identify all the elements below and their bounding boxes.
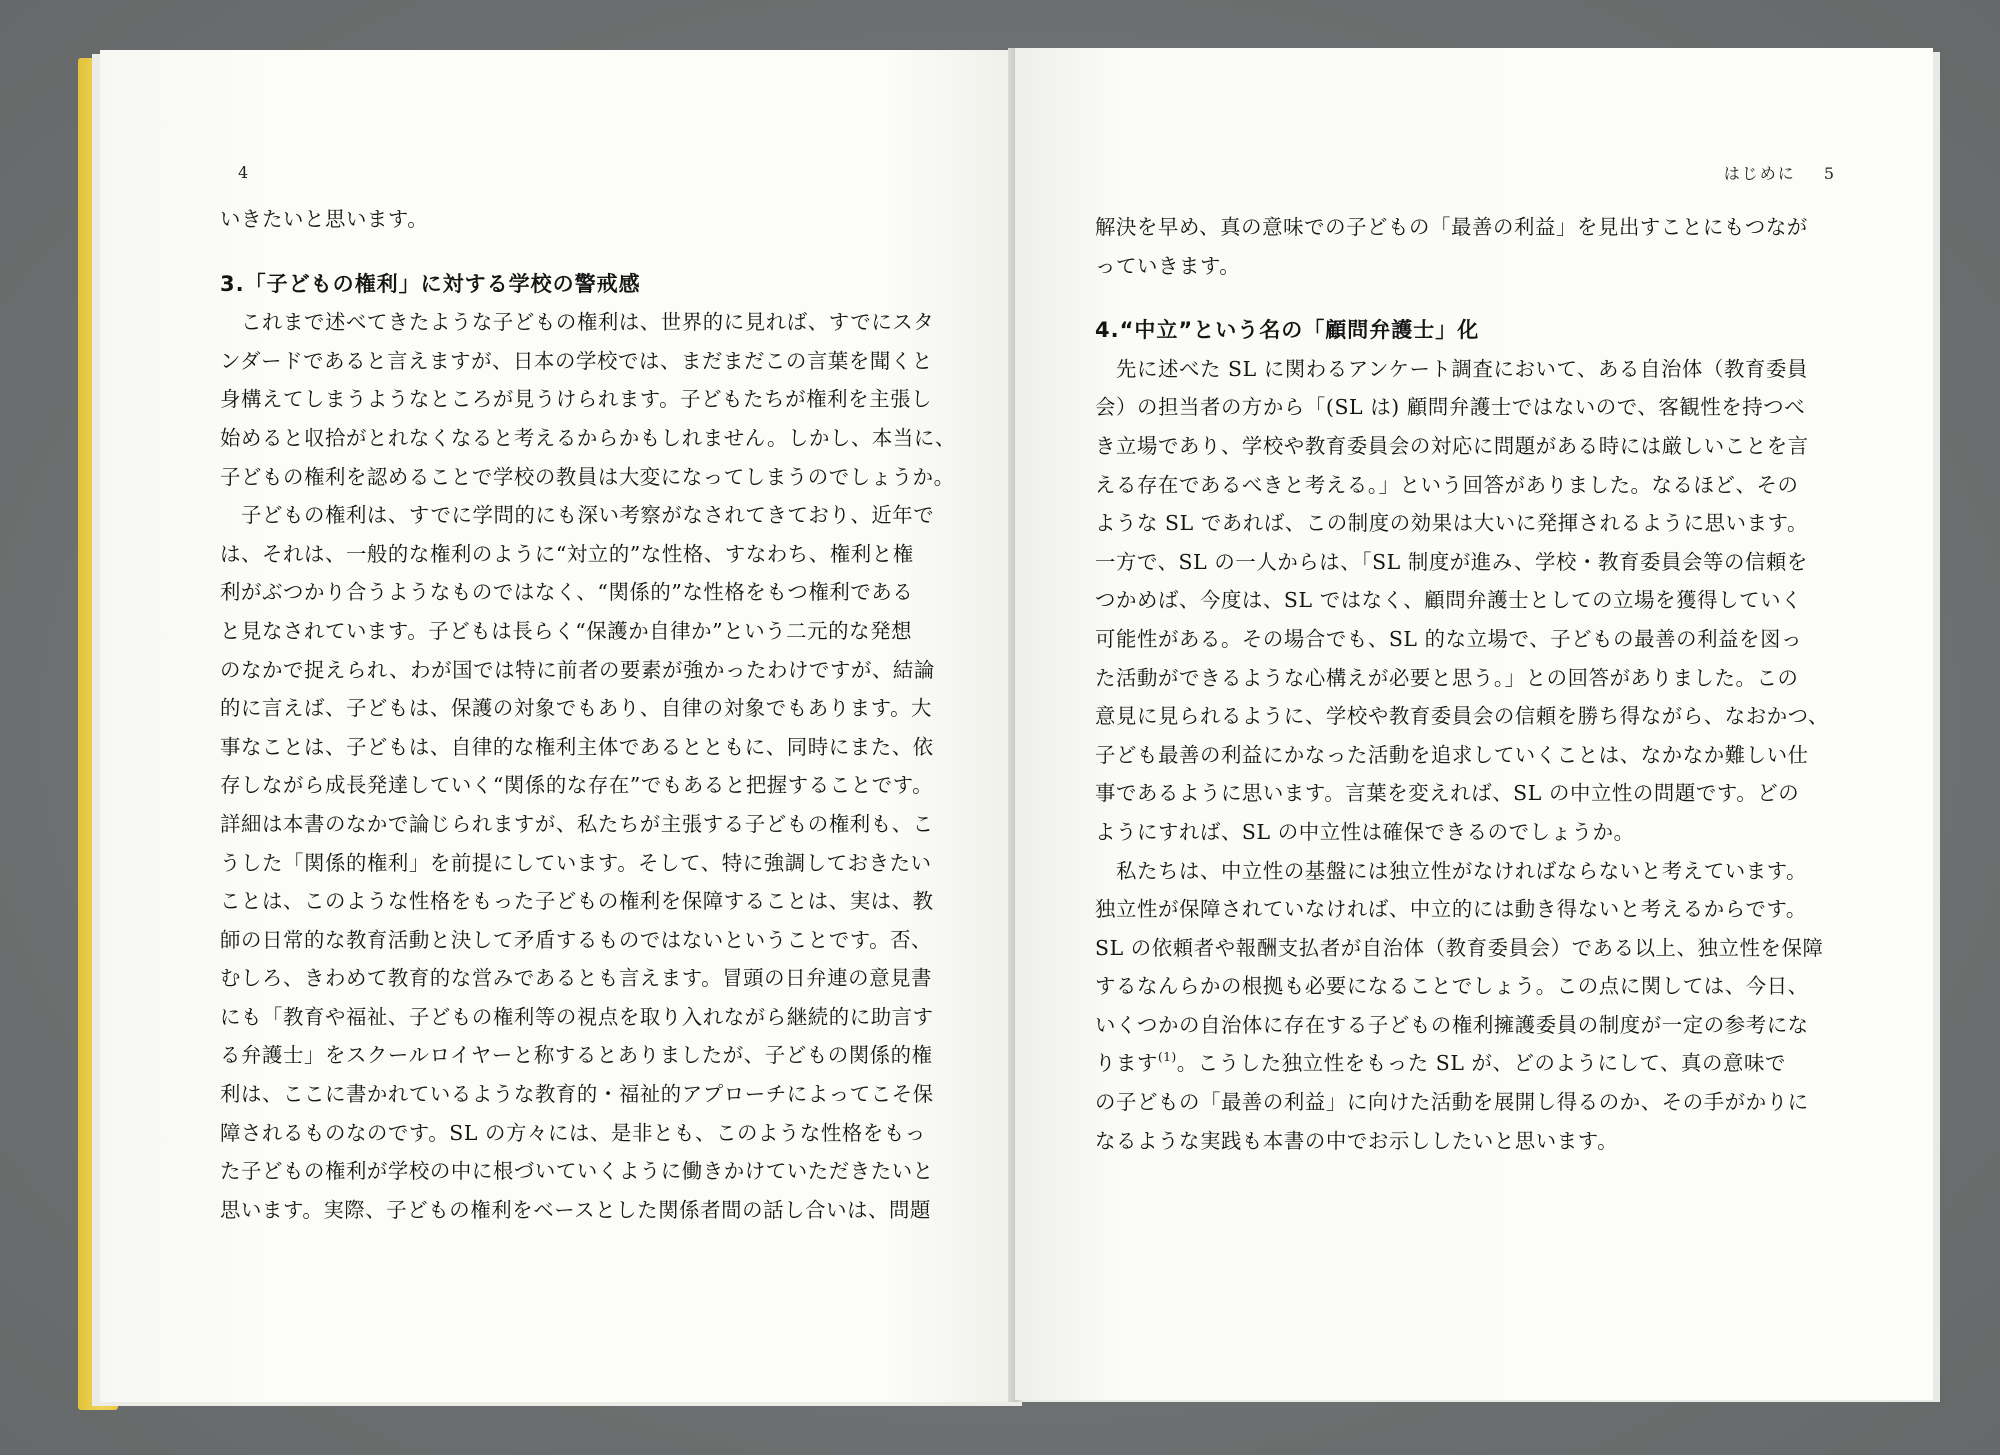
text-line: た子どもの権利が学校の中に根づいていくように働きかけていただきたいと	[220, 1159, 934, 1184]
text-line: いきたいと思います。	[220, 207, 429, 231]
paragraph-gap	[220, 239, 940, 265]
page-number-right: 5	[1823, 164, 1836, 183]
text-line: と見なされています。子どもは長らく“保護か自律か”という二元的な発想	[220, 618, 913, 643]
left-page-body	[220, 200, 956, 1229]
text-line: 会）の担当者の方から「(SL は) 顧問弁護士ではないので、客観性を持つべ	[1095, 395, 1806, 420]
text-line: 存しながら成長発達していく“関係的な存在”でもあると把握することです。	[220, 773, 934, 798]
text-line: 師の日常的な教育活動と決して矛盾するものではないということです。否、	[220, 927, 933, 952]
text-line: る弁護士」をスクールロイヤーと称するとありましたが、子どもの関係的権	[220, 1043, 933, 1068]
show-through-text	[1095, 1126, 1175, 1148]
text-line: 子どもの権利を認めることで学校の教員は大変になってしまうのでしょうか。	[220, 464, 955, 489]
text-line: なるような実践も本書の中でお示ししたいと思います。	[1095, 1128, 1619, 1153]
text-line: 独立性が保障されていなければ、中立的には動き得ないと考えるからです。	[1095, 897, 1807, 922]
text-line: 利は、ここに書かれているような教育的・福祉的アプローチによってこそ保	[220, 1082, 934, 1107]
text-line: 意見に見られるように、学校や教育委員会の信頼を勝ち得ながら、なおかつ、	[1095, 704, 1829, 729]
text-line: 先に述べた SL に関わるアンケート調査において、ある自治体（教育委員	[1095, 356, 1808, 381]
text-line: 始めると収拾がとれなくなると考えるからかもしれません。しかし、本当に、	[220, 425, 956, 450]
text-line: これまで述べてきたような子どもの権利は、世界的に見れば、すでにスタ	[220, 310, 935, 335]
running-head-title: はじめに	[1723, 164, 1796, 183]
text-line: 思います。実際、子どもの権利をベースとした関係者間の話し合いは、問題	[220, 1197, 932, 1222]
text-line: にも「教育や福祉、子どもの権利等の視点を取り入れながら継続的に助言す	[220, 1004, 934, 1029]
text-line: 身構えてしまうようなところが見うけられます。子どもたちが権利を主張し	[220, 387, 933, 412]
text-line: 可能性がある。その場合でも、SL 的な立場で、子どもの最善の利益を図っ	[1095, 626, 1803, 651]
text-line: 事であるように思います。言葉を変えれば、SL の中立性の問題です。どの	[1095, 781, 1800, 806]
text-line: ンダードであると言えますが、日本の学校では、まだまだこの言葉を聞くと	[220, 348, 933, 373]
text-line: 詳細は本書のなかで論じられますが、私たちが主張する子どもの権利も、こ	[220, 811, 934, 836]
text-line: 事なことは、子どもは、自律的な権利主体であるとともに、同時にまた、依	[220, 734, 934, 759]
footnote-marker: (1)	[1157, 1050, 1177, 1065]
paragraph-gap	[1095, 285, 1855, 311]
text-line: っていきます。	[1095, 253, 1241, 278]
text-line: 一方で、SL の一人からは、「SL 制度が進み、学校・教育委員会等の信頼を	[1095, 549, 1808, 574]
text-line: つかめば、今度は、SL ではなく、顧問弁護士としての立場を獲得していく	[1095, 588, 1803, 613]
text-line: き立場であり、学校や教育委員会の対応に問題がある時には厳しいことを言	[1095, 433, 1809, 458]
left-page	[100, 50, 1020, 1402]
right-page-body	[1095, 208, 1855, 1160]
text-line: 的に言えば、子どもは、保護の対象でもあり、自律の対象でもあります。大	[220, 696, 933, 721]
text-line: 障されるものなのです。SL の方々には、是非とも、このような性格をもっ	[220, 1120, 926, 1145]
text-line: 解決を早め、真の意味での子どもの「最善の利益」を見出すことにもつなが	[1095, 215, 1808, 239]
text-line: ことは、このような性格をもった子どもの権利を保障することは、実は、教	[220, 889, 934, 914]
text-line: 私たちは、中立性の基盤には独立性がなければならないと考えています。	[1095, 858, 1808, 883]
text-line: するなんらかの根拠も必要になることでしょう。この点に関しては、今日、	[1095, 974, 1809, 999]
text-line: た活動ができるような心構えが必要と思う。」との回答がありました。この	[1095, 665, 1799, 690]
text-line: の子どもの「最善の利益」に向けた活動を展開し得るのか、その手がかりに	[1095, 1090, 1809, 1115]
text-line: うした「関係的権利」を前提にしています。そして、特に強調しておきたい	[220, 850, 932, 875]
text-line: SL の依頼者や報酬支払者が自治体（教育委員会）である以上、独立性を保障	[1095, 935, 1824, 960]
text-line: いくつかの自治体に存在する子どもの権利擁護委員の制度が一定の参考にな	[1095, 1012, 1809, 1037]
running-head	[1724, 161, 1836, 184]
text-line: は、それは、一般的な権利のように“対立的”な性格、すなわち、権利と権	[220, 541, 914, 566]
text-line: むしろ、きわめて教育的な営みであるとも言えます。冒頭の日弁連の意見書	[220, 966, 933, 991]
section-heading: 3.「子どもの権利」に対する学校の警戒感	[220, 271, 641, 296]
text-line: ります$^{(1)}$。こうした独立性をもった SL が、どのようにして、真の意味で	[1095, 1050, 1787, 1076]
text-line: ようにすれば、SL の中立性は確保できるのでしょうか。	[1095, 819, 1635, 844]
text-line: 子ども最善の利益にかなった活動を追求していくことは、なかなか難しい仕	[1095, 742, 1809, 767]
right-page	[1015, 48, 1933, 1400]
text-line: える存在であるべきと考える。」という回答がありました。なるほど、その	[1095, 472, 1799, 497]
text-line: ような SL であれば、この制度の効果は大いに発揮されるように思います。	[1095, 511, 1808, 536]
page-number-left: 4	[238, 163, 250, 182]
text-line: 利がぶつかり合うようなものではなく、“関係的”な性格をもつ権利である	[220, 580, 914, 605]
text-line: 子どもの権利は、すでに学問的にも深い考察がなされてきており、近年で	[220, 503, 935, 528]
text-line: のなかで捉えられ、わが国では特に前者の要素が強かったわけですが、結論	[220, 657, 935, 682]
section-heading: 4.“中立”という名の「顧問弁護士」化	[1095, 318, 1480, 343]
